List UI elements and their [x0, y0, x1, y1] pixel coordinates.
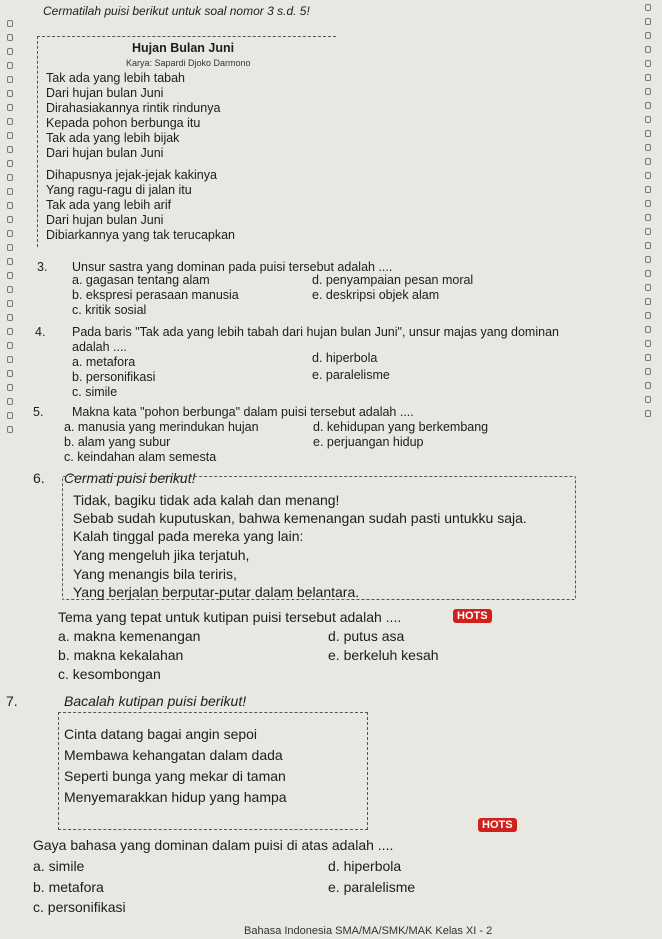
poem-line: Kepada pohon berbunga itu [46, 116, 201, 130]
poem-line: Yang mengeluh jika terjatuh, [73, 547, 250, 563]
poem-line: Dirahasiakannya rintik rindunya [46, 101, 221, 115]
option-d[interactable]: d. hiperbola [312, 351, 378, 365]
poem-author: Karya: Sapardi Djoko Darmono [126, 58, 251, 68]
question-number: 6. [33, 470, 45, 486]
poem-line: Dibiarkannya yang tak terucapkan [46, 228, 236, 242]
option-c[interactable]: c. kesombongan [58, 666, 161, 682]
option-d[interactable]: d. penyampaian pesan moral [312, 273, 474, 287]
question-number: 3. [37, 260, 48, 274]
question-text-cont: adalah .... [72, 340, 127, 354]
option-b[interactable]: b. ekspresi perasaan manusia [72, 288, 239, 302]
poem-line: Yang berjalan berputar-putar dalam belantara. [73, 584, 360, 600]
page-footer: Bahasa Indonesia SMA/MA/SMK/MAK Kelas XI - 2 [244, 925, 493, 937]
poem-line: Dari hujan bulan Juni [46, 213, 164, 227]
option-e[interactable]: e. perjuangan hidup [313, 435, 424, 449]
option-b[interactable]: b. makna kekalahan [58, 647, 184, 663]
question-number: 7. [6, 693, 18, 709]
option-e[interactable]: e. berkeluh kesah [328, 647, 439, 663]
option-a[interactable]: a. manusia yang merindukan hujan [64, 420, 259, 434]
poem-line: Kalah tinggal pada mereka yang lain: [73, 528, 304, 544]
poem-line: Yang ragu-ragu di jalan itu [46, 183, 192, 197]
poem-line: Tak ada yang lebih arif [46, 198, 172, 212]
option-a[interactable]: a. makna kemenangan [58, 628, 201, 644]
poem-line: Menyemarakkan hidup yang hampa [64, 789, 287, 805]
option-b[interactable]: b. metafora [33, 879, 104, 895]
hots-badge: HOTS [478, 818, 517, 832]
question-text: Gaya bahasa yang dominan dalam puisi di atas adalah .... [33, 837, 394, 853]
hots-badge: HOTS [453, 609, 492, 623]
poem-line: Tak ada yang lebih tabah [46, 71, 185, 85]
poem-box-q6 [62, 476, 576, 600]
poem-line: Membawa kehangatan dalam dada [64, 747, 283, 763]
question-text: Tema yang tepat untuk kutipan puisi tersebut adalah .... [58, 609, 402, 625]
option-b[interactable]: b. personifikasi [72, 370, 156, 384]
option-a[interactable]: a. simile [33, 858, 85, 874]
question-text: Pada baris "Tak ada yang lebih tabah dari hujan bulan Juni", unsur majas yang dominan [72, 325, 559, 339]
question-text: Makna kata "pohon berbunga" dalam puisi tersebut adalah .... [72, 405, 414, 419]
binding-holes-left [4, 20, 18, 420]
poem-line: Tak ada yang lebih bijak [46, 131, 180, 145]
question-number: 4. [35, 325, 46, 339]
option-c[interactable]: c. personifikasi [33, 899, 126, 915]
poem-line: Tidak, bagiku tidak ada kalah dan menang! [73, 492, 340, 508]
option-a[interactable]: a. gagasan tentang alam [72, 273, 210, 287]
poem-line: Cinta datang bagai angin sepoi [64, 726, 258, 742]
option-a[interactable]: a. metafora [72, 355, 136, 369]
option-c[interactable]: c. keindahan alam semesta [64, 450, 217, 464]
poem-line: Seperti bunga yang mekar di taman [64, 768, 286, 784]
instruction-text: Cermatilah puisi berikut untuk soal nomor 3 s.d. 5! [43, 4, 310, 18]
poem-line: Dihapusnya jejak-jejak kakinya [46, 168, 217, 182]
option-d[interactable]: d. kehidupan yang berkembang [313, 420, 489, 434]
question-number: 5. [33, 405, 44, 419]
option-b[interactable]: b. alam yang subur [64, 435, 171, 449]
poem-box-hujan-bulan-juni [37, 36, 336, 247]
poem-title: Hujan Bulan Juni [132, 41, 235, 55]
poem-line: Dari hujan bulan Juni [46, 146, 164, 160]
binding-holes-right [642, 4, 656, 424]
option-c[interactable]: c. simile [72, 385, 118, 399]
option-e[interactable]: e. paralelisme [312, 368, 390, 382]
option-e[interactable]: e. paralelisme [328, 879, 416, 895]
question-intro: Bacalah kutipan puisi berikut! [64, 693, 247, 709]
poem-line: Dari hujan bulan Juni [46, 86, 164, 100]
option-d[interactable]: d. hiperbola [328, 858, 402, 874]
option-e[interactable]: e. deskripsi objek alam [312, 288, 440, 302]
question-text: Unsur sastra yang dominan pada puisi tersebut adalah .... [72, 260, 393, 274]
option-c[interactable]: c. kritik sosial [72, 303, 147, 317]
poem-line: Yang menangis bila teriris, [73, 566, 237, 582]
question-intro: Cermati puisi berikut! [64, 470, 196, 486]
poem-box-q7 [58, 712, 368, 830]
poem-line: Sebab sudah kuputuskan, bahwa kemenangan sudah pasti untukku saja. [73, 510, 527, 526]
option-d[interactable]: d. putus asa [328, 628, 405, 644]
